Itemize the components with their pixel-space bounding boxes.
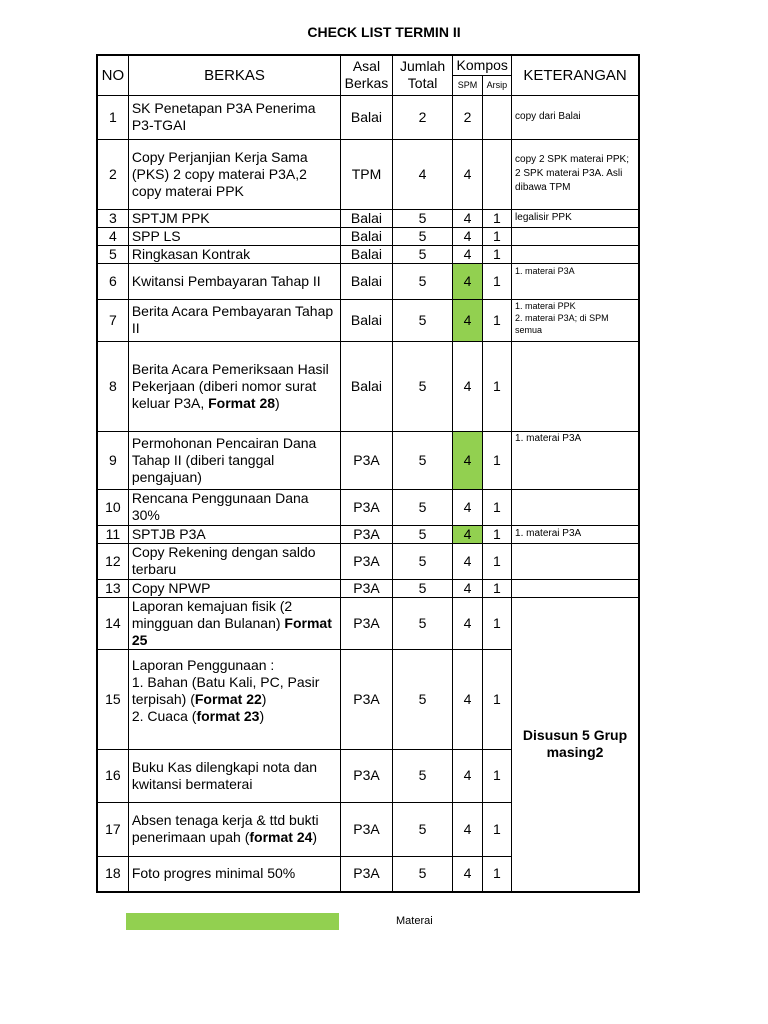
row-spm: 4 — [453, 209, 482, 227]
table-row — [97, 597, 639, 649]
row-no: 4 — [97, 227, 128, 245]
row-berkas-text: Laporan kemajuan fisik (2 mingguan dan Bulanan) — [131, 597, 293, 631]
row-asal: P3A — [341, 649, 393, 749]
row-berkas-line: Laporan Penggunaan : — [131, 656, 275, 673]
row-spm: 4 — [453, 802, 482, 856]
row-berkas — [128, 649, 340, 749]
row-berkas-suffix: ) — [261, 690, 267, 707]
merged-note: Disusun 5 Grup masing2 — [512, 597, 639, 892]
row-no: 3 — [97, 209, 128, 227]
row-keterangan: 1. materai PPK 2. materai P3A; di SPM semua — [512, 299, 639, 341]
row-no: 15 — [97, 649, 128, 749]
row-berkas-text: 2. Cuaca ( — [131, 707, 197, 724]
row-asal: P3A — [341, 489, 393, 525]
row-spm-materai: 4 — [453, 431, 482, 489]
row-asal: TPM — [341, 139, 393, 209]
row-berkas: Foto progres minimal 50% — [128, 856, 340, 892]
header-spm: SPM — [453, 75, 482, 95]
row-berkas: SPTJB P3A — [128, 525, 340, 543]
row-arsip: 1 — [482, 543, 511, 579]
row-berkas-text: Absen tenaga kerja & ttd bukti penerimaan upah ( — [131, 812, 319, 845]
page-title: CHECK LIST TERMIN II — [307, 24, 461, 40]
row-keterangan — [512, 579, 639, 597]
row-berkas-text: 1. Bahan (Batu Kali, PC, Pasir terpisah) ( — [131, 673, 320, 707]
row-arsip: 1 — [482, 209, 511, 227]
row-keterangan: legalisir PPK — [512, 209, 639, 227]
row-asal: P3A — [341, 749, 393, 802]
row-keterangan: 1. materai P3A — [512, 525, 639, 543]
row-jumlah: 5 — [392, 263, 453, 299]
row-keterangan: copy 2 SPK materai PPK; 2 SPK materai P3A. Asli dibawa TPM — [512, 139, 639, 209]
row-jumlah: 5 — [392, 245, 453, 263]
row-asal: P3A — [341, 525, 393, 543]
row-berkas: Copy NPWP — [128, 579, 340, 597]
row-no: 8 — [97, 341, 128, 431]
row-arsip: 1 — [482, 431, 511, 489]
header-row — [97, 55, 639, 75]
row-berkas: Copy Rekening dengan saldo terbaru — [128, 543, 340, 579]
row-spm: 4 — [453, 489, 482, 525]
row-no: 16 — [97, 749, 128, 802]
table-row — [97, 263, 639, 299]
row-berkas-text: Berita Acara Pemeriksaan Hasil Pekerjaan (diberi nomor surat keluar P3A, — [131, 360, 329, 411]
row-berkas-format: format 24 — [249, 829, 313, 845]
row-arsip: 1 — [482, 802, 511, 856]
table-row — [97, 245, 639, 263]
row-spm-materai: 4 — [453, 299, 482, 341]
row-spm-materai: 4 — [453, 263, 482, 299]
table-row — [97, 489, 639, 525]
row-jumlah: 5 — [392, 341, 453, 431]
row-keterangan — [512, 245, 639, 263]
row-no: 1 — [97, 95, 128, 139]
row-arsip: 1 — [482, 489, 511, 525]
row-arsip: 1 — [482, 341, 511, 431]
row-spm: 4 — [453, 649, 482, 749]
row-asal: P3A — [341, 543, 393, 579]
row-jumlah: 5 — [392, 209, 453, 227]
row-arsip: 1 — [482, 299, 511, 341]
checklist-table — [96, 54, 640, 893]
row-arsip — [482, 139, 511, 209]
header-no: NO — [97, 55, 128, 95]
row-no: 6 — [97, 263, 128, 299]
row-berkas-format: Format 22 — [194, 690, 262, 707]
row-berkas-format: Format 25 — [131, 614, 332, 648]
row-asal: Balai — [341, 227, 393, 245]
row-berkas-suffix: ) — [275, 394, 280, 411]
row-berkas-suffix: ) — [259, 707, 265, 724]
row-arsip: 1 — [482, 856, 511, 892]
row-no: 5 — [97, 245, 128, 263]
row-berkas — [128, 597, 340, 649]
row-no: 9 — [97, 431, 128, 489]
row-berkas — [128, 802, 340, 856]
row-arsip: 1 — [482, 579, 511, 597]
row-asal: P3A — [341, 856, 393, 892]
header-jumlah: Jumlah Total — [392, 55, 453, 95]
row-jumlah: 5 — [392, 431, 453, 489]
row-berkas: Kwitansi Pembayaran Tahap II — [128, 263, 340, 299]
row-spm: 4 — [453, 856, 482, 892]
row-no: 17 — [97, 802, 128, 856]
row-jumlah: 4 — [392, 139, 453, 209]
row-spm: 2 — [453, 95, 482, 139]
row-spm: 4 — [453, 245, 482, 263]
table-row — [97, 95, 639, 139]
table-row — [97, 209, 639, 227]
row-berkas: Rencana Penggunaan Dana 30% — [128, 489, 340, 525]
row-keterangan — [512, 341, 639, 431]
row-berkas: SK Penetapan P3A Penerima P3-TGAI — [128, 95, 340, 139]
header-keterangan: KETERANGAN — [512, 55, 639, 95]
row-jumlah: 2 — [392, 95, 453, 139]
row-asal: Balai — [341, 299, 393, 341]
row-keterangan — [512, 543, 639, 579]
header-arsip: Arsip — [482, 75, 511, 95]
row-spm: 4 — [453, 341, 482, 431]
table-row — [97, 227, 639, 245]
row-arsip: 1 — [482, 649, 511, 749]
row-berkas-line — [132, 708, 337, 725]
row-asal: P3A — [341, 597, 393, 649]
row-berkas-format: Format 28 — [208, 394, 276, 411]
row-no: 2 — [97, 139, 128, 209]
header-asal: Asal Berkas — [341, 55, 393, 95]
row-jumlah: 5 — [392, 597, 453, 649]
row-arsip: 1 — [482, 597, 511, 649]
table-row — [97, 139, 639, 209]
row-berkas-format: format 23 — [196, 707, 260, 724]
row-jumlah: 5 — [392, 525, 453, 543]
row-keterangan — [512, 227, 639, 245]
row-berkas: Ringkasan Kontrak — [128, 245, 340, 263]
row-jumlah: 5 — [392, 579, 453, 597]
row-asal: P3A — [341, 579, 393, 597]
row-arsip — [482, 95, 511, 139]
table-row — [97, 579, 639, 597]
row-jumlah: 5 — [392, 543, 453, 579]
row-no: 7 — [97, 299, 128, 341]
row-arsip: 1 — [482, 749, 511, 802]
row-keterangan: copy dari Balai — [512, 95, 639, 139]
row-keterangan: 1. materai P3A — [512, 431, 639, 489]
legend-label: Materai — [396, 915, 433, 927]
row-berkas: Buku Kas dilengkapi nota dan kwitansi bermaterai — [128, 749, 340, 802]
legend-color-swatch — [126, 913, 339, 930]
row-keterangan — [512, 489, 639, 525]
row-spm-materai: 4 — [453, 525, 482, 543]
row-jumlah: 5 — [392, 299, 453, 341]
row-asal: Balai — [341, 209, 393, 227]
row-arsip: 1 — [482, 525, 511, 543]
row-asal: Balai — [341, 341, 393, 431]
row-jumlah: 5 — [392, 489, 453, 525]
row-berkas: Permohonan Pencairan Dana Tahap II (diberi tanggal pengajuan) — [128, 431, 340, 489]
row-spm: 4 — [453, 749, 482, 802]
row-jumlah: 5 — [392, 749, 453, 802]
row-asal: Balai — [341, 95, 393, 139]
row-berkas: Berita Acara Pembayaran Tahap II — [128, 299, 340, 341]
row-jumlah: 5 — [392, 649, 453, 749]
row-no: 13 — [97, 579, 128, 597]
table-row — [97, 341, 639, 431]
row-spm: 4 — [453, 139, 482, 209]
row-arsip: 1 — [482, 245, 511, 263]
row-no: 11 — [97, 525, 128, 543]
row-berkas-line — [132, 674, 337, 708]
row-no: 14 — [97, 597, 128, 649]
table-row — [97, 525, 639, 543]
row-berkas: SPP LS — [128, 227, 340, 245]
row-berkas — [128, 341, 340, 431]
row-asal: Balai — [341, 263, 393, 299]
row-asal: P3A — [341, 802, 393, 856]
row-spm: 4 — [453, 597, 482, 649]
row-arsip: 1 — [482, 263, 511, 299]
row-jumlah: 5 — [392, 802, 453, 856]
row-spm: 4 — [453, 227, 482, 245]
row-no: 18 — [97, 856, 128, 892]
row-no: 12 — [97, 543, 128, 579]
row-berkas: SPTJM PPK — [128, 209, 340, 227]
row-no: 10 — [97, 489, 128, 525]
row-jumlah: 5 — [392, 227, 453, 245]
row-arsip: 1 — [482, 227, 511, 245]
row-spm: 4 — [453, 579, 482, 597]
table-row — [97, 431, 639, 489]
row-berkas: Copy Perjanjian Kerja Sama (PKS) 2 copy materai P3A,2 copy materai PPK — [128, 139, 340, 209]
row-berkas-suffix: ) — [312, 829, 318, 845]
table-row — [97, 543, 639, 579]
header-kompos: Kompos — [453, 55, 512, 75]
row-jumlah: 5 — [392, 856, 453, 892]
row-spm: 4 — [453, 543, 482, 579]
table-row — [97, 299, 639, 341]
header-berkas: BERKAS — [128, 55, 340, 95]
row-asal: P3A — [341, 431, 393, 489]
row-asal: Balai — [341, 245, 393, 263]
row-keterangan: 1. materai P3A — [512, 263, 639, 299]
